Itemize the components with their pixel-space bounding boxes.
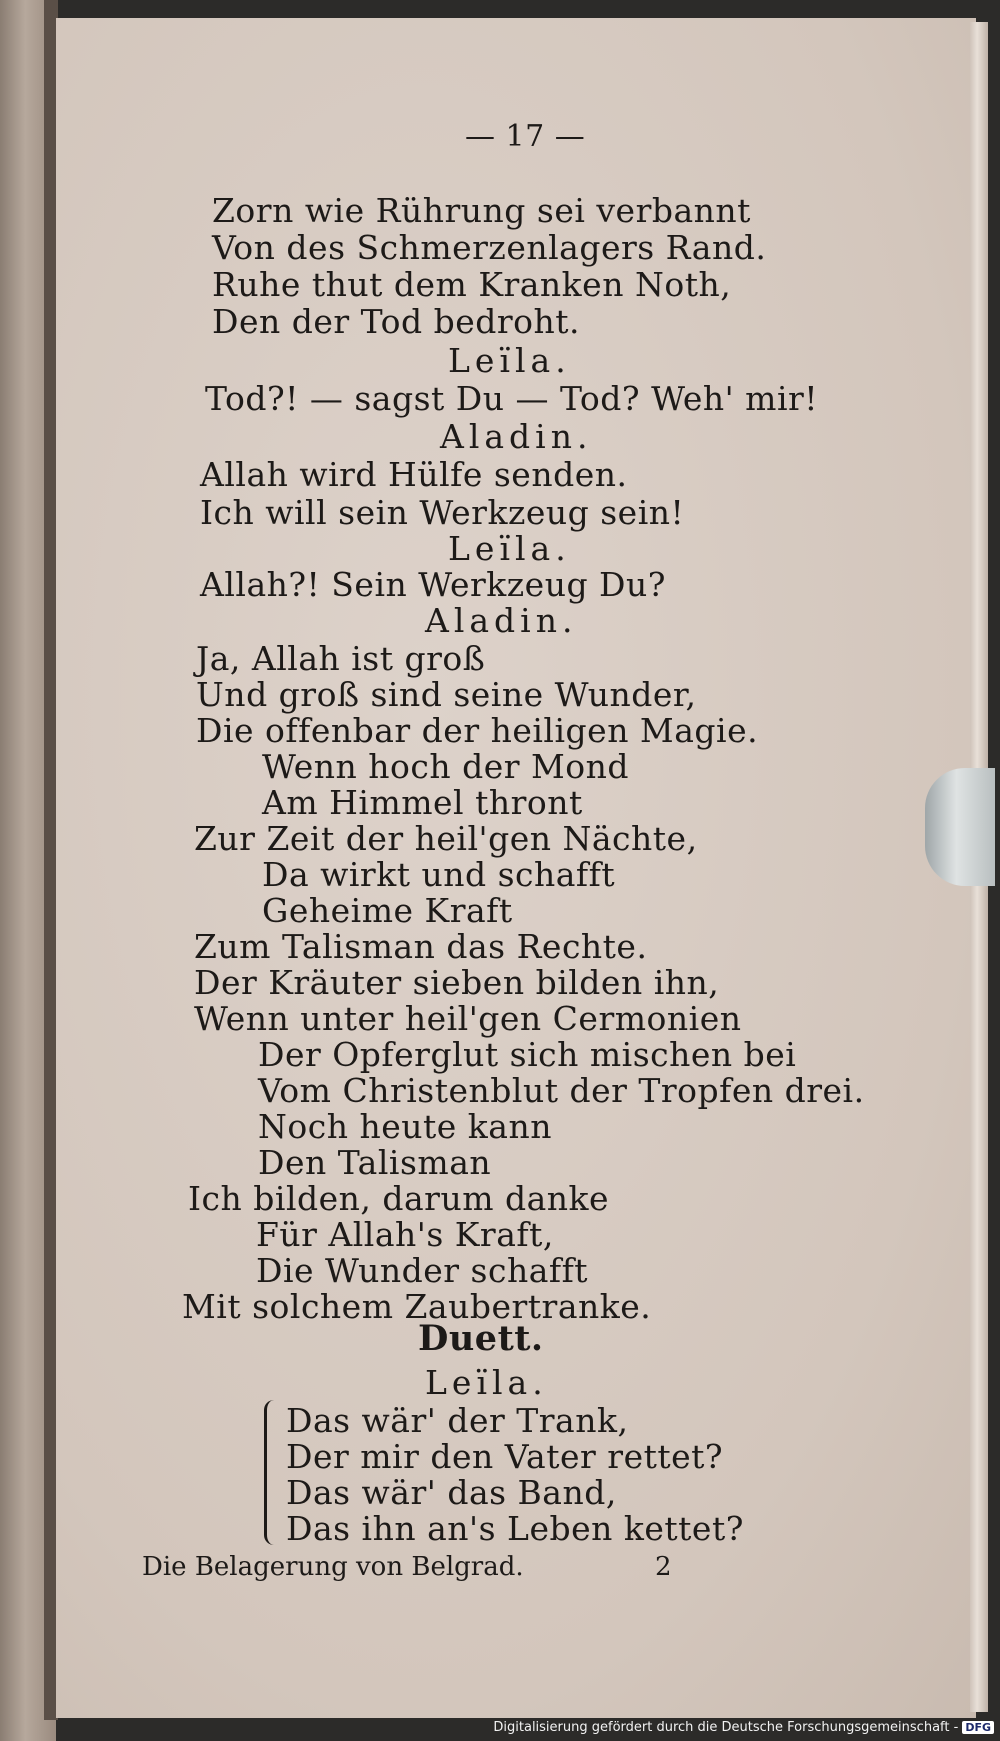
credit-text: Digitalisierung gefördert durch die Deutsche Forschungsgemeinschaft - — [493, 1720, 959, 1735]
verse-line: Ruhe thut dem Kranken Noth, — [212, 265, 732, 304]
verse-line: Der mir den Vater rettet? — [286, 1437, 724, 1476]
verse-line: Noch heute kann — [258, 1107, 552, 1146]
running-footer-title: Die Belagerung von Belgrad. — [142, 1552, 524, 1582]
speaker-name: Leïla. — [425, 1363, 548, 1402]
digitization-credit — [493, 1720, 994, 1735]
verse-line: Den Talisman — [258, 1143, 492, 1182]
verse-line: Und groß sind seine Wunder, — [196, 675, 697, 714]
speaker-name: Leïla. — [448, 529, 571, 568]
verse-line: Ich will sein Werkzeug sein! — [200, 493, 685, 532]
verse-line: Tod?! — sagst Du — Tod? Weh' mir! — [205, 379, 819, 418]
verse-line: Geheime Kraft — [262, 891, 513, 930]
verse-line: Wenn hoch der Mond — [262, 747, 630, 786]
verse-line: Den der Tod bedroht. — [212, 302, 581, 341]
verse-line: Zur Zeit der heil'gen Nächte, — [194, 819, 698, 858]
signature-mark: 2 — [655, 1552, 672, 1582]
verse-line: Wenn unter heil'gen Cermonien — [194, 999, 742, 1038]
dfg-logo: DFG — [962, 1721, 994, 1734]
verse-line: Allah?! Sein Werkzeug Du? — [200, 565, 666, 604]
verse-line: Mit solchem Zaubertranke. — [182, 1287, 652, 1326]
verse-line: Vom Christenblut der Tropfen drei. — [258, 1071, 865, 1110]
speaker-name: Aladin. — [425, 601, 578, 640]
verse-line: Die Wunder schafft — [256, 1251, 589, 1290]
verse-line: Allah wird Hülfe senden. — [200, 455, 628, 494]
duet-brace — [264, 1400, 277, 1545]
verse-line: Von des Schmerzenlagers Rand. — [212, 228, 767, 267]
verse-line: Zorn wie Rührung sei verbannt — [212, 191, 751, 230]
verse-line: Für Allah's Kraft, — [256, 1215, 554, 1254]
verse-line: Das ihn an's Leben kettet? — [286, 1509, 744, 1548]
speaker-name: Aladin. — [440, 417, 593, 456]
verse-line: Das wär' der Trank, — [286, 1401, 629, 1440]
verse-line: Der Kräuter sieben bilden ihn, — [194, 963, 720, 1002]
page-number: — 17 — — [465, 119, 586, 154]
verse-line: Das wär' das Band, — [286, 1473, 617, 1512]
verse-line: Die offenbar der heiligen Magie. — [196, 711, 759, 750]
section-heading: Duett. — [418, 1318, 544, 1359]
speaker-name: Leïla. — [448, 341, 571, 380]
verse-line: Ich bilden, darum danke — [188, 1179, 610, 1218]
verse-line: Da wirkt und schafft — [262, 855, 616, 894]
verse-line: Am Himmel thront — [262, 783, 583, 822]
verse-line: Zum Talisman das Rechte. — [194, 927, 648, 966]
verse-line: Ja, Allah ist groß — [196, 639, 486, 678]
verse-line: Der Opferglut sich mischen bei — [258, 1035, 797, 1074]
